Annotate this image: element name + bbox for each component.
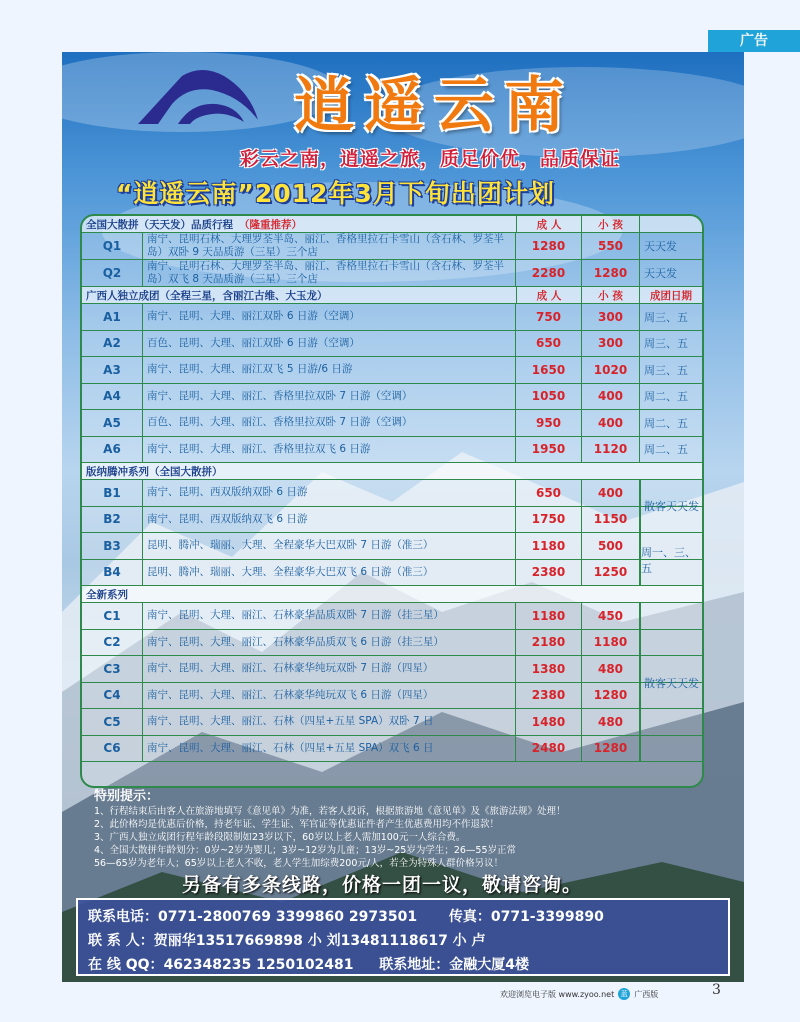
notes-title: 特别提示：	[94, 789, 160, 804]
row-adult-price: 750	[516, 304, 582, 330]
row-depart-date: 周三、五	[644, 310, 688, 324]
row-code: A6	[103, 442, 121, 457]
row-child-price: 480	[582, 656, 640, 682]
row-code: B4	[103, 565, 121, 580]
row-route: 昆明、腾冲、瑞丽、大理、全程豪华大巴双飞 6 日游（准三）	[142, 560, 516, 586]
row-child-price: 1180	[582, 630, 640, 656]
section-subtitle: （隆重推荐）	[239, 218, 302, 231]
section-header	[82, 287, 702, 304]
row-route: 南宁、昆明、大理、丽江、石林豪华纯玩双飞 6 日游（四星）	[142, 683, 516, 709]
row-adult-price: 650	[516, 480, 582, 506]
row-depart-date: 周二、五	[644, 443, 688, 457]
row-adult-price: 2180	[516, 630, 582, 656]
row-code: C1	[103, 608, 121, 623]
row-route: 南宁、昆明、大理、丽江、石林（四星+五星 SPA）双卧 7 日	[142, 709, 516, 735]
contact-box	[76, 898, 730, 976]
merged-depart-date: 散客天天发	[640, 480, 702, 533]
column-header-adult: 成 人	[516, 287, 582, 303]
row-route: 南宁、昆明、大理、丽江双飞 5 日游/6 日游	[142, 357, 516, 383]
row-route: 南宁、昆明、大理、丽江、石林豪华品质双飞 6 日游（挂三星）	[142, 630, 516, 656]
row-route: 百色、昆明、大理、丽江、香格里拉双卧 7 日游（空调）	[142, 410, 516, 436]
note-line: 2、此价格均是优惠后价格，持老年证、学生证、军官证等优惠证件者产生优惠费用均不作退款！	[94, 819, 500, 830]
row-child-price: 1280	[582, 260, 640, 286]
column-header-adult: 成 人	[516, 216, 582, 232]
section-header	[82, 216, 702, 233]
row-code: B2	[103, 512, 121, 527]
table-row	[82, 533, 702, 560]
merged-depart-date: 周一、三、五	[640, 533, 702, 586]
row-child-price: 1250	[582, 560, 640, 586]
row-adult-price: 1180	[516, 533, 582, 559]
table-row	[82, 709, 702, 736]
section-title-wrap	[86, 216, 302, 232]
row-adult-price: 1050	[516, 384, 582, 410]
section-title: 全新系列	[86, 588, 128, 601]
table-row	[82, 410, 702, 437]
row-depart-date: 周三、五	[644, 363, 688, 377]
table-row	[82, 683, 702, 710]
note-line: 3、广西人独立成团行程年龄段限制如23岁以下，60岁以上老人需加100元一人综合费。	[94, 832, 466, 843]
row-depart-date: 天天发	[644, 267, 677, 280]
phone-numbers: 0771-2800769 3399860 2973501	[158, 909, 418, 925]
row-code: Q1	[102, 239, 122, 253]
table-row	[82, 630, 702, 657]
phone-label: 联系电话：	[88, 909, 158, 925]
row-adult-price: 950	[516, 410, 582, 436]
row-child-price: 480	[582, 709, 640, 735]
row-depart-date: 天天发	[644, 240, 677, 253]
row-adult-price: 2480	[516, 736, 582, 762]
row-child-price: 1020	[582, 357, 640, 383]
row-code: C3	[103, 661, 121, 676]
row-adult-price: 650	[516, 331, 582, 357]
row-child-price: 300	[582, 304, 640, 330]
row-route: 百色、昆明、大理、丽江双卧 6 日游（空调）	[142, 331, 516, 357]
row-code: A4	[103, 389, 121, 404]
table-row	[82, 480, 702, 507]
row-route: 南宁、昆明、大理、丽江、石林（四星+五星 SPA）双飞 6 日	[142, 736, 516, 762]
footer-edition: 广西版	[634, 989, 659, 999]
row-code: C2	[103, 635, 121, 650]
row-child-price: 450	[582, 603, 640, 629]
qq-label: 在 线 QQ：	[88, 957, 164, 973]
note-line: 1、行程结束后由客人在旅游地填写《意见单》为准，若客人投诉，根据旅游地《意见单》及《旅游法规》处理！	[94, 806, 566, 817]
tagline: 另备有多条线路，价格一团一议，敬请咨询。	[182, 874, 583, 896]
contact-phone-line	[88, 906, 604, 926]
row-adult-price: 1480	[516, 709, 582, 735]
row-route: 南宁、昆明、大理、丽江、香格里拉双卧 7 日游（空调）	[142, 384, 516, 410]
contact-person-line	[88, 930, 486, 950]
row-code: A1	[103, 309, 121, 324]
table-row	[82, 603, 702, 630]
page-number: 3	[712, 982, 721, 998]
row-child-price: 550	[582, 233, 640, 259]
row-code: C5	[103, 714, 121, 729]
logo-icon	[132, 66, 262, 130]
tour-table	[80, 214, 704, 788]
fax-number: 0771-3399890	[490, 909, 604, 925]
note-line: 4、全国大散拼年龄划分：0岁~2岁为婴儿；3岁~12岁为儿童；13岁~25岁为学生；26—55岁正常	[94, 845, 516, 856]
table-row	[82, 560, 702, 587]
table-row	[82, 656, 702, 683]
row-adult-price: 1650	[516, 357, 582, 383]
row-code: B1	[103, 485, 121, 500]
row-child-price: 400	[582, 410, 640, 436]
row-code: Q2	[102, 266, 122, 280]
qq-numbers: 462348235 1250102481	[163, 957, 354, 973]
table-row	[82, 437, 702, 464]
row-child-price: 500	[582, 533, 640, 559]
slogan: 彩云之南，逍遥之旅，质足价优，品质保证	[240, 148, 621, 170]
section-title: 全国大散拼（天天发）品质行程	[86, 218, 233, 231]
row-child-price: 1120	[582, 437, 640, 463]
column-header-child: 小 孩	[582, 287, 640, 303]
row-adult-price: 1180	[516, 603, 582, 629]
row-route: 南宁、昆明、大理、丽江、石林豪华品质双卧 7 日游（挂三星）	[142, 603, 516, 629]
row-depart-date: 周三、五	[644, 337, 688, 351]
row-depart-date: 周二、五	[644, 416, 688, 430]
row-child-price: 300	[582, 331, 640, 357]
address-label: 联系地址：	[379, 957, 450, 973]
row-code: B3	[103, 538, 121, 553]
row-route: 南宁、昆明石林、大理罗荃半岛、丽江、香格里拉石卡雪山（含石林、罗荃半岛）双飞 8 天品质游（三星）三个店	[142, 260, 516, 286]
fax-label: 传真：	[448, 909, 491, 925]
footer-badge-icon: 蓝	[618, 988, 630, 1000]
contact-persons: 贺丽华13517669898 小 刘13481118617 小 卢	[153, 933, 486, 949]
table-row	[82, 736, 702, 763]
row-route: 南宁、昆明石林、大理罗荃半岛、丽江、香格里拉石卡雪山（含石林、罗荃半岛）双卧 9 天品质游（三星）三个店	[142, 233, 516, 259]
headline: “逍遥云南”2012年3月下旬出团计划	[116, 179, 555, 208]
row-child-price: 1280	[582, 683, 640, 709]
poster	[62, 52, 744, 982]
row-route: 南宁、昆明、西双版纳双卧 6 日游	[142, 480, 516, 506]
section-title: 版纳腾冲系列（全国大散拼）	[86, 465, 223, 478]
row-adult-price: 1950	[516, 437, 582, 463]
row-code: C6	[103, 741, 121, 756]
contact-qq-line	[88, 954, 529, 974]
row-adult-price: 1750	[516, 507, 582, 533]
row-code: A3	[103, 362, 121, 377]
table-row	[82, 331, 702, 358]
note-line: 56—65岁为老年人；65岁以上老人不收，老人学生加综费200元/人，若全为特殊人群价格另议！	[94, 858, 504, 869]
section-header	[82, 463, 702, 480]
row-adult-price: 2280	[516, 260, 582, 286]
person-label: 联 系 人：	[88, 933, 154, 949]
section-title-wrap	[86, 287, 334, 303]
section-title-wrap	[86, 463, 229, 479]
row-child-price: 1280	[582, 736, 640, 762]
column-header-child: 小 孩	[582, 216, 640, 232]
section-header	[82, 586, 702, 603]
column-header-depart: 成团日期	[650, 289, 692, 302]
row-child-price: 1150	[582, 507, 640, 533]
row-route: 南宁、昆明、西双版纳双飞 6 日游	[142, 507, 516, 533]
ad-tag: 广告	[708, 30, 800, 52]
table-row	[82, 507, 702, 534]
row-adult-price: 2380	[516, 560, 582, 586]
footer-text: 欢迎浏览电子版 www.zyoo.net	[500, 989, 615, 999]
table-row	[82, 233, 702, 260]
section-title-wrap	[86, 586, 134, 602]
table-row	[82, 384, 702, 411]
row-adult-price: 1280	[516, 233, 582, 259]
special-notes	[94, 790, 714, 870]
row-child-price: 400	[582, 480, 640, 506]
row-route: 南宁、昆明、大理、丽江、石林豪华纯玩双卧 7 日游（四星）	[142, 656, 516, 682]
table-row	[82, 304, 702, 331]
brand-title: 逍遥云南	[294, 71, 574, 141]
table-row	[82, 260, 702, 287]
section-title: 广西人独立成团（全程三星，含丽江古维、大玉龙）	[86, 289, 328, 302]
footer	[500, 988, 658, 1000]
row-code: C4	[103, 688, 121, 703]
row-child-price: 400	[582, 384, 640, 410]
row-route: 昆明、腾冲、瑞丽、大理、全程豪华大巴双卧 7 日游（准三）	[142, 533, 516, 559]
row-route: 南宁、昆明、大理、丽江、香格里拉双飞 6 日游	[142, 437, 516, 463]
table-row	[82, 357, 702, 384]
row-adult-price: 2380	[516, 683, 582, 709]
row-depart-date: 周二、五	[644, 390, 688, 404]
row-code: A2	[103, 336, 121, 351]
row-adult-price: 1380	[516, 656, 582, 682]
row-code: A5	[103, 415, 121, 430]
address: 金融大厦4楼	[449, 957, 530, 973]
merged-depart-date: 散客天天发	[640, 603, 702, 762]
row-route: 南宁、昆明、大理、丽江双卧 6 日游（空调）	[142, 304, 516, 330]
